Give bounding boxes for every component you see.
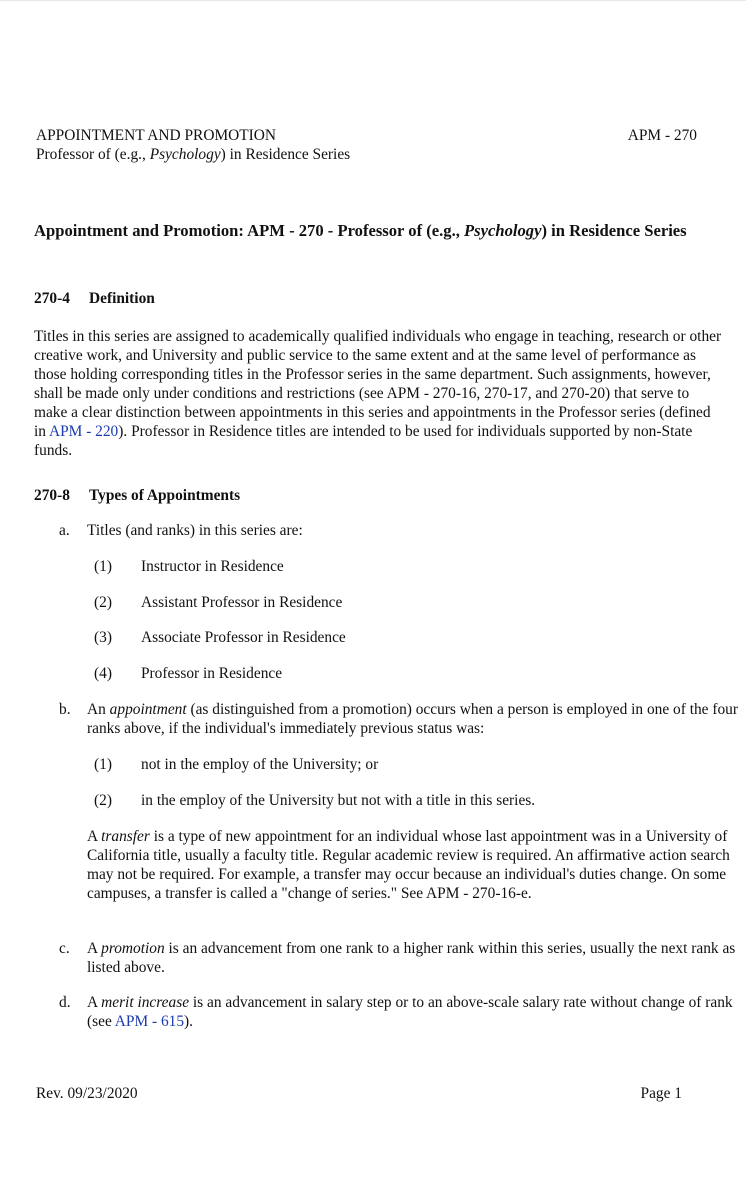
rank-item: Associate Professor in Residence bbox=[141, 629, 346, 646]
sub-num: (1) bbox=[94, 558, 112, 575]
status-item: in the employ of the University but not with a title in this series. bbox=[141, 792, 536, 809]
definition-paragraph: Titles in this series are assigned to academically qualified individuals who engage in teaching, research or other creative work, and University and public service to the same extent and at the same level of performance as those holding corresponding titles in the Professor series in the same department. Such assignments, however, shall be made only under conditions and restrictions (see APM - 270-16, 270-17, and 270-20) that serve to make a clear distinction between appointments in this series and appointments in the Professor series (defined in APM - 220). Professor in Residence titles are intended to be used for individuals supported by non-State funds. bbox=[34, 328, 722, 459]
transfer-paragraph: A transfer is a type of new appointment for an individual whose last appointment was in a University of California title, usually a faculty title. Regular academic review is required. An affirmative action search may not be required. For example, a transfer may occur because an individual's duties change. On some campuses, a transfer is called a "change of series." See APM - 270-16-e. bbox=[87, 828, 730, 902]
revision-date: Rev. 09/23/2020 bbox=[36, 1085, 138, 1102]
item-c-text: A promotion is an advancement from one rank to a higher rank within this series, usually the next rank as listed above. bbox=[87, 940, 736, 976]
rank-item: Assistant Professor in Residence bbox=[141, 594, 343, 611]
sub-num: (2) bbox=[94, 792, 112, 809]
sub-num: (2) bbox=[94, 594, 112, 611]
sub-num: (1) bbox=[94, 756, 112, 773]
header-line-1: APPOINTMENT AND PROMOTION bbox=[36, 127, 276, 144]
rank-item: Professor in Residence bbox=[141, 665, 283, 682]
apm-220-link[interactable]: APM - 220 bbox=[48, 423, 119, 440]
running-header bbox=[36, 126, 350, 164]
item-a-text: Titles (and ranks) in this series are: bbox=[87, 522, 303, 539]
item-letter-b: b. bbox=[59, 701, 71, 718]
header-code: APM - 270 bbox=[627, 127, 697, 144]
header-line-2: Professor of (e.g., Psychology) in Residence Series bbox=[36, 146, 351, 163]
page-top-edge bbox=[0, 0, 746, 1]
sub-num: (4) bbox=[94, 665, 112, 682]
item-letter-d: d. bbox=[59, 994, 71, 1011]
item-letter-c: c. bbox=[59, 940, 70, 957]
item-d-text: A merit increase is an advancement in salary step or to an above-scale salary rate without change of rank (see APM - 615). bbox=[87, 994, 733, 1030]
status-item: not in the employ of the University; or bbox=[141, 756, 379, 773]
sub-num: (3) bbox=[94, 629, 112, 646]
apm-615-link[interactable]: APM - 615 bbox=[114, 1013, 185, 1030]
page-title: Appointment and Promotion: APM - 270 - Professor of (e.g., Psychology) in Residence Series bbox=[34, 221, 687, 240]
section-heading-types: 270-8 Types of Appointments bbox=[34, 487, 241, 504]
section-heading-definition: 270-4 Definition bbox=[34, 290, 155, 307]
rank-item: Instructor in Residence bbox=[141, 558, 284, 575]
page-number: Page 1 bbox=[640, 1085, 682, 1102]
item-letter-a: a. bbox=[59, 522, 70, 539]
item-b-text: An appointment (as distinguished from a promotion) occurs when a person is employed in one of the four ranks above, if the individual's immediately previous status was: bbox=[87, 701, 738, 737]
